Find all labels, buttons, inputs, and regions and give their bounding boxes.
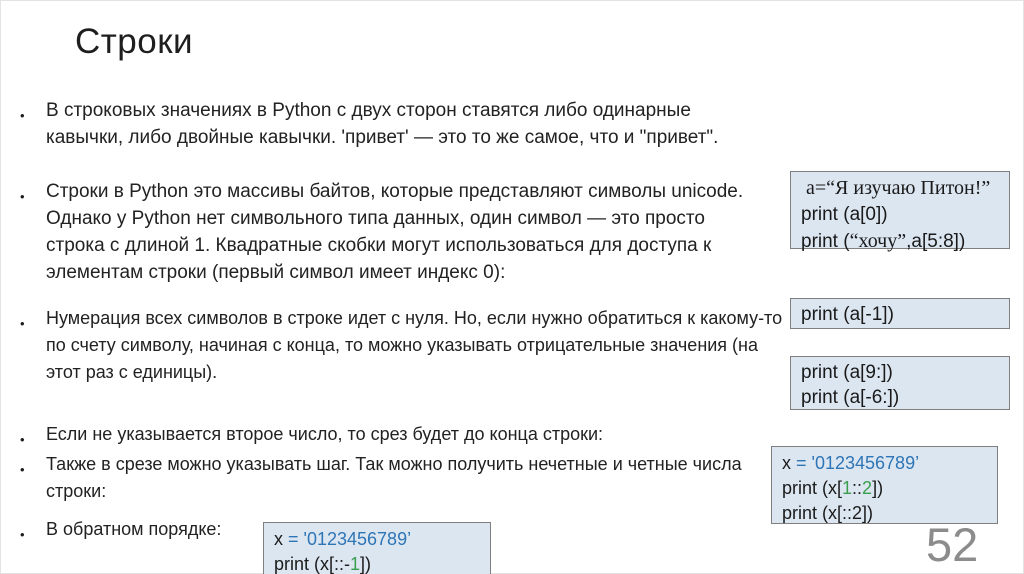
- bullet-text: Также в срезе можно указывать шаг. Так можно получить нечетные и четные числа строки:: [46, 454, 742, 501]
- bullet-text: Строки в Python это массивы байтов, которые представляют символы unicode. Однако у Python нет символьного типа данных, один символ — это просто строка с длиной 1. Квадратные скобки могут использоваться для доступа к элементам строки (первый символ имеет индекс 0):: [46, 181, 744, 283]
- bullet-marker-icon: •: [20, 462, 25, 477]
- bullet-item-bytes: [20, 178, 755, 286]
- code-line: а=“Я изучаю Питон!”: [801, 177, 991, 199]
- code-box-quote: [790, 171, 1010, 252]
- bullet-text: Нумерация всех символов в строке идет с нуля. Но, если нужно обратиться к какому-то по счету символу, начиная с конца, то можно указывать отрицательные значения (на этот раз с единицы).: [46, 308, 783, 382]
- bullet-item-slice-step: [20, 451, 765, 505]
- code-line: print (x[::-1]): [274, 554, 372, 574]
- page-number: 52: [926, 518, 979, 571]
- bullet-text: В обратном порядке:: [46, 519, 222, 539]
- code-line: x = '0123456789’: [274, 529, 412, 549]
- code-line: print (a[-6:]): [801, 387, 900, 408]
- bullet-marker-icon: •: [20, 189, 25, 204]
- code-line: print (a[-1]): [801, 304, 894, 325]
- code-line: x = '0123456789’: [782, 453, 920, 473]
- code-line: print (x[::2]): [782, 503, 874, 523]
- bullet-marker-icon: •: [20, 108, 25, 123]
- code-box-negative-index: [790, 298, 1010, 329]
- code-line: print (a[0]): [801, 204, 888, 225]
- bullet-text: Если не указывается второе число, то срез будет до конца строки:: [46, 424, 604, 444]
- code-line: print (“хочу”,a[5:8]): [801, 230, 966, 252]
- bullet-marker-icon: •: [20, 432, 25, 447]
- bullet-item-quotes: [20, 97, 735, 151]
- bullet-item-slice-end: [20, 421, 780, 453]
- slide-title: Строки: [75, 22, 194, 61]
- code-box-reverse: [263, 522, 491, 574]
- code-line: print (x[1::2]): [782, 478, 884, 498]
- code-box-step: [771, 446, 998, 524]
- code-box-slice: [790, 356, 1010, 410]
- bullet-item-numbering: [20, 305, 792, 386]
- bullet-text: В строковых значениях в Python с двух сторон ставятся либо одинарные кавычки, либо двойные кавычки. 'привет' — это то же самое, что и "привет".: [46, 100, 719, 148]
- code-line: print (a[9:]): [801, 362, 893, 383]
- bullet-marker-icon: •: [20, 316, 25, 331]
- bullet-marker-icon: •: [20, 527, 25, 542]
